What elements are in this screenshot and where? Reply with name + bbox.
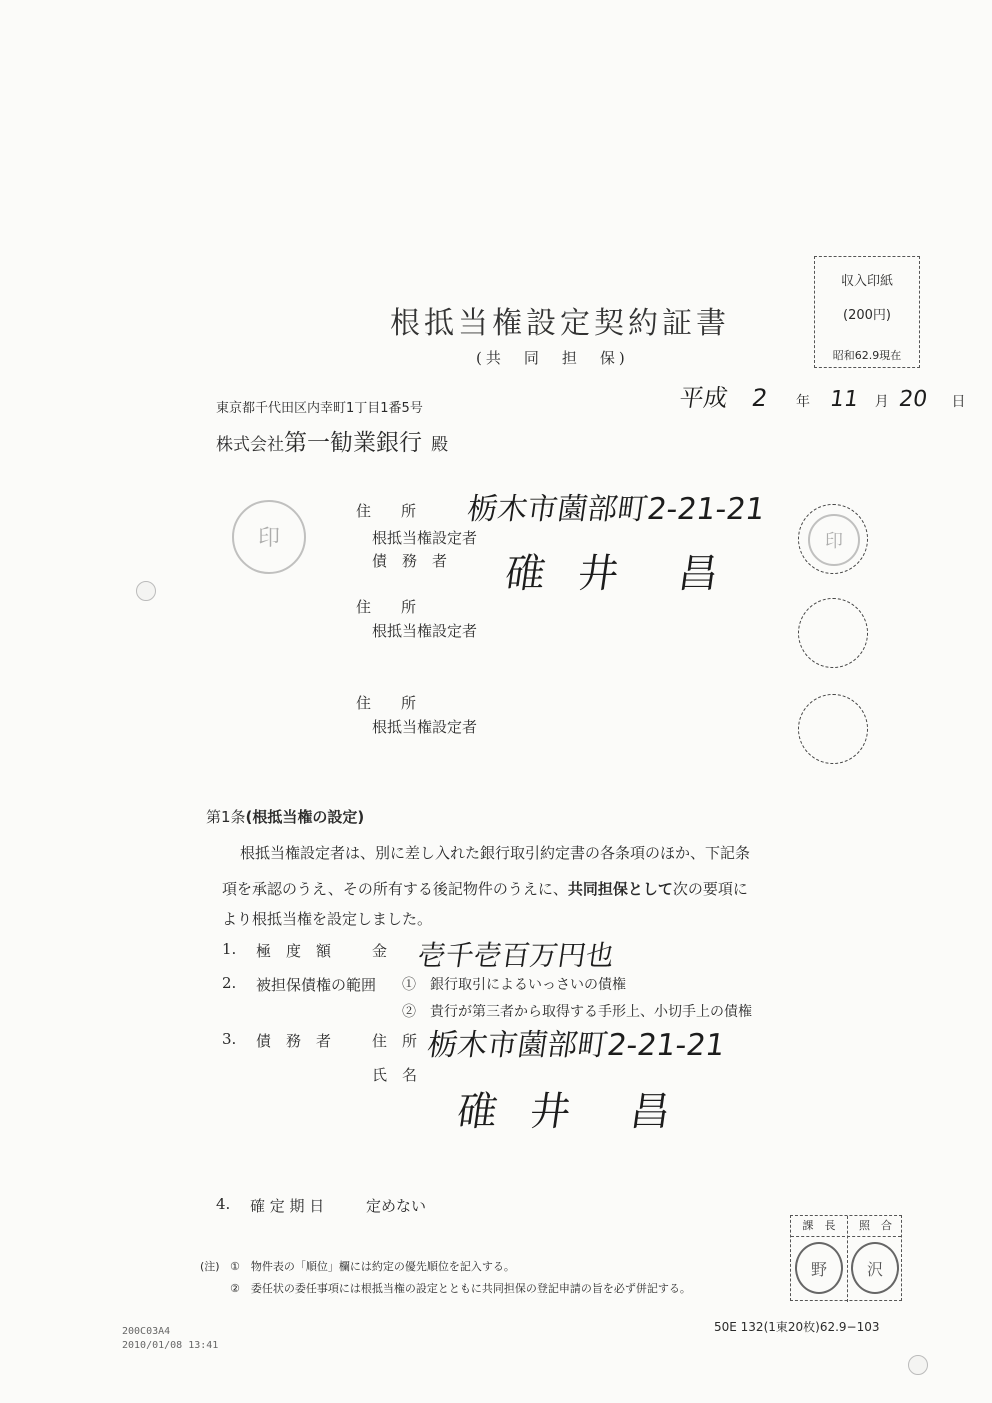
date-day: 20 xyxy=(897,387,929,412)
party1-role-label: 根抵当権設定者 xyxy=(372,529,478,547)
item2-scope-a: ① 銀行取引によるいっさいの債権 xyxy=(402,977,626,993)
item3-number: 3. xyxy=(222,1030,237,1048)
article1-heading xyxy=(206,806,364,827)
article1-title: (根抵当権の設定) xyxy=(245,808,365,826)
scan-timestamp: 2010/01/08 13:41 xyxy=(122,1340,219,1351)
faded-seal-stamp: 印 xyxy=(232,500,306,574)
check-seal-stamp: 沢 xyxy=(851,1242,899,1294)
item3-address-handwritten: 栃木市薗部町2-21-21 xyxy=(425,1028,728,1063)
item3-address-label: 住 所 xyxy=(372,1032,418,1050)
date-era: 平成 xyxy=(677,384,730,412)
party2-seal-circle xyxy=(798,598,868,668)
revenue-stamp-amount: (200円) xyxy=(843,308,891,323)
article1-line2-text: 項を承認のうえ、その所有する後記物件のうえに、 xyxy=(222,880,568,898)
document-subtitle: (共 同 担 保) xyxy=(476,349,629,367)
company-prefix: 株式会社 xyxy=(216,435,284,455)
item4-number: 4. xyxy=(216,1195,231,1213)
item1-number: 1. xyxy=(222,940,237,958)
punch-hole xyxy=(908,1355,928,1375)
form-code: 50E 132(1東20枚)62.9−103 xyxy=(714,1320,880,1334)
date-month-label: 月 xyxy=(874,394,889,410)
addressee-address: 東京都千代田区内幸町1丁目1番5号 xyxy=(216,401,423,416)
revenue-stamp-note: 昭和62.9現在 xyxy=(832,349,902,362)
party3-address-label: 住 所 xyxy=(356,694,417,712)
item2-number: 2. xyxy=(222,974,237,992)
note-1: ① 物件表の「順位」欄には約定の優先順位を記入する。 xyxy=(230,1260,515,1273)
document-title: 根抵当権設定契約証書 xyxy=(390,306,730,341)
article1-number: 第1条 xyxy=(206,808,246,826)
date-day-label: 日 xyxy=(951,394,966,410)
revenue-stamp-box xyxy=(814,256,920,368)
article1-line1: 根抵当権設定者は、別に差し入れた銀行取引約定書の各条項のほか、下記条 xyxy=(240,844,751,862)
item3-name-label: 氏 名 xyxy=(372,1066,418,1084)
manager-seal-stamp: 野 xyxy=(795,1242,843,1294)
party1-seal-stamp: 印 xyxy=(808,514,860,566)
item2-label: 被担保債権の範囲 xyxy=(256,976,377,994)
company-honorific: 殿 xyxy=(431,435,449,455)
party1-address-label: 住 所 xyxy=(356,502,417,520)
date-year: 2 xyxy=(750,384,770,412)
revenue-stamp-label: 収入印紙 xyxy=(840,274,893,289)
party1-address-handwritten: 栃木市薗部町2-21-21 xyxy=(465,492,768,527)
date-year-label: 年 xyxy=(796,394,810,410)
party1-name-handwritten: 碓 井 昌 xyxy=(502,551,732,597)
item1-label: 極 度 額 xyxy=(256,942,332,960)
item1-prefix: 金 xyxy=(372,942,388,960)
item4-label: 確 定 期 日 xyxy=(250,1197,325,1215)
item1-amount-handwritten: 壱千壱百万円也 xyxy=(415,939,617,972)
punch-hole xyxy=(136,581,156,601)
party1-role2-label: 債 務 者 xyxy=(372,552,448,570)
addressee-company xyxy=(216,424,448,457)
item4-value: 定めない xyxy=(366,1197,427,1215)
item3-name-handwritten: 碓 井 昌 xyxy=(454,1089,684,1135)
item3-label: 債 務 者 xyxy=(256,1032,332,1050)
approval-manager-label: 課 長 xyxy=(802,1219,836,1232)
approval-check-label: 照 合 xyxy=(847,1216,903,1302)
article1-line2 xyxy=(222,878,748,899)
article1-line3: より根抵当権を設定しました。 xyxy=(222,910,433,928)
party2-address-label: 住 所 xyxy=(356,598,417,616)
article1-joint-collateral: 共同担保として xyxy=(567,880,673,898)
item2-scope-b: ② 貴行が第三者から取得する手形上、小切手上の債権 xyxy=(402,1004,752,1020)
approval-box xyxy=(790,1215,902,1301)
party3-seal-circle xyxy=(798,694,868,764)
date-month: 11 xyxy=(828,387,861,412)
notes-prefix: (注) xyxy=(200,1260,220,1273)
contract-date xyxy=(677,378,966,413)
party3-role-label: 根抵当権設定者 xyxy=(372,718,478,736)
party2-role-label: 根抵当権設定者 xyxy=(372,622,478,640)
article1-line2-tail: 次の要項に xyxy=(672,880,748,898)
scan-code: 200C03A4 xyxy=(122,1326,171,1337)
approval-divider xyxy=(791,1236,901,1237)
note-2: ② 委任状の委任事項には根抵当権の設定とともに共同担保の登記申請の旨を必ず併記する。 xyxy=(230,1282,691,1295)
company-name: 第一勧業銀行 xyxy=(284,430,422,456)
